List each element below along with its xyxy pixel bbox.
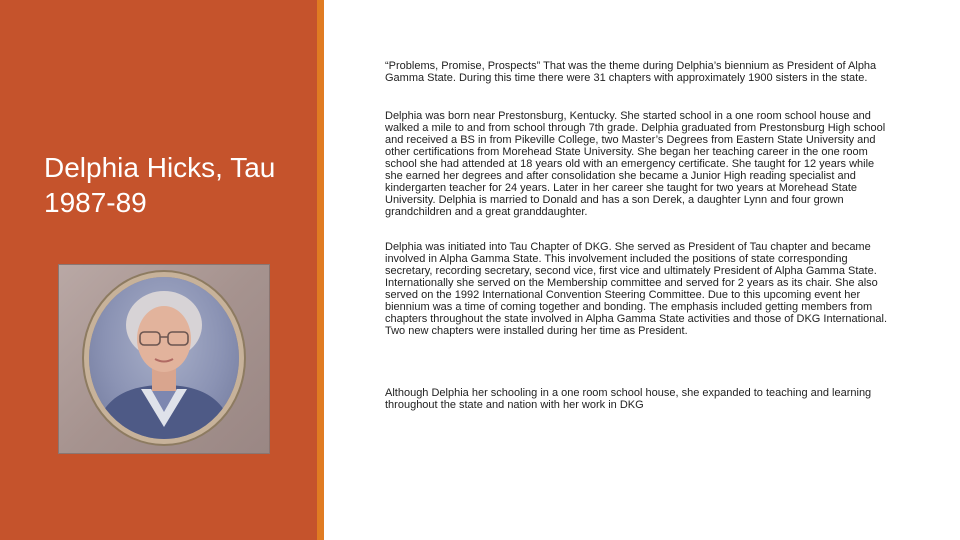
paragraph-dkg-service: Delphia was initiated into Tau Chapter of DKG. She served as President of Tau chapter and became involved in Alpha Gamma State. This involvement included the positions of state corresponding secretary, recording secretary, second vice, first vice and ultimately President of Alpha Gamma State. Internationally she served on the Membership committee and served for 2 years as its chair. She also served on the 1992 International Convention Steering Committee. Due to this upcoming event her biennium was a time of coming together and bonding. The emphasis included getting members from chapters throughout the state involved in Alpha Gamma State activities and those of DKG International. Two new chapters were installed during her time as President. [385, 241, 888, 337]
slide-title: Delphia Hicks, Tau 1987-89 [44, 152, 276, 218]
portrait-photo [58, 264, 270, 454]
paragraph-summary: Although Delphia her schooling in a one room school house, she expanded to teaching and learning throughout the state and nation with her work in DKG [385, 387, 872, 411]
accent-stripe [317, 0, 324, 540]
paragraph-theme: “Problems, Promise, Prospects” That was the theme during Delphia’s biennium as President of Alpha Gamma State. During this time there were 31 chapters with approximately 1900 sisters in the state. [385, 60, 877, 84]
paragraph-biography: Delphia was born near Prestonsburg, Kentucky. She started school in a one room school house and walked a mile to and from school through 7th grade. Delphia graduated from Prestonsburg High school and received a BS in from Pikeville College, two Master’s Degrees from Eastern State University and other certifications from Morehead State University. She began her teaching career in the one room school she had attended at 18 years old with an emergency certificate. She taught for 12 years while she earned her degrees and after consolidation she became a Junior High reading specialist and kindergarten teacher for 24 years. Later in her career she taught for two years at Morehead State University. Delphia is married to Donald and has a son Derek, a daughter Lynn and four grown grandchildren and a great granddaughter. [385, 110, 886, 218]
photo-oval-mat [89, 277, 239, 439]
portrait-illustration [89, 277, 239, 439]
